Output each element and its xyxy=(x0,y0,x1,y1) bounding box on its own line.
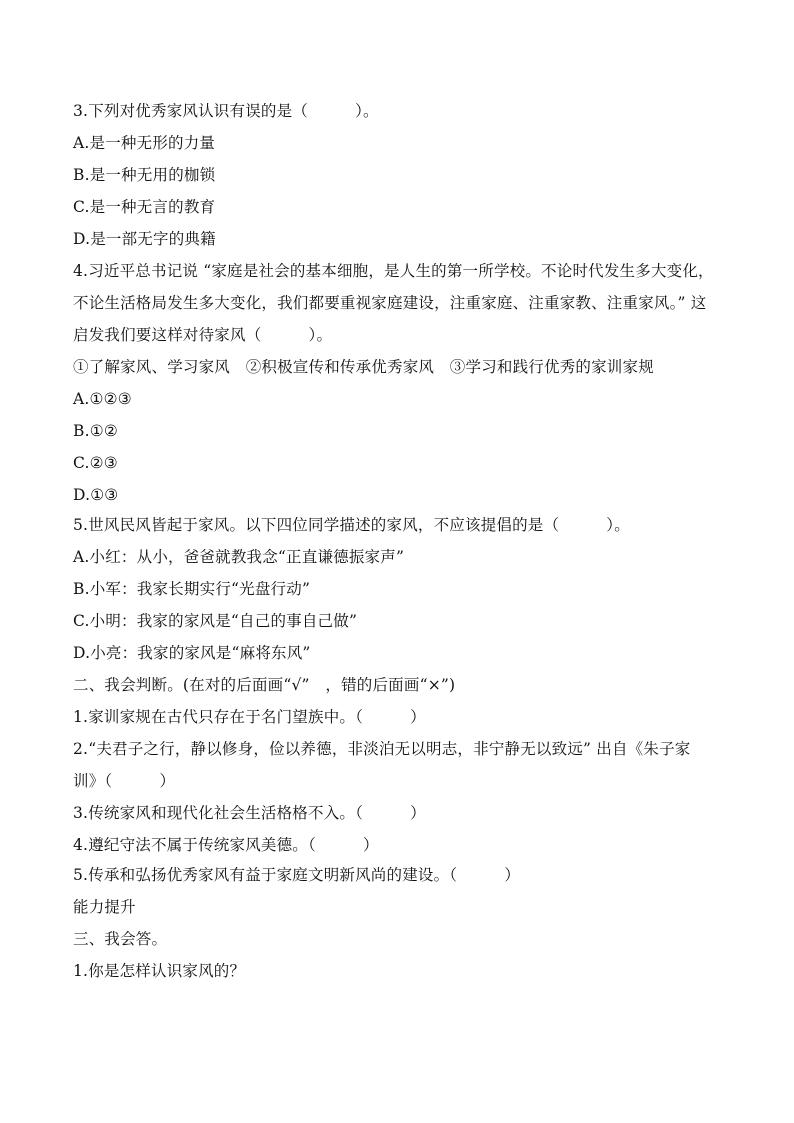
judgement-5: 5.传承和弘扬优秀家风有益于家庭文明新风尚的建设。（ ） xyxy=(73,866,521,884)
question-3-option-a: A.是一种无形的力量 xyxy=(73,134,216,152)
judgement-2-line-1: 2.“夫君子之行，静以修身，俭以养德，非淡泊无以明志，非宁静无以致远” 出自《朱子家 xyxy=(73,740,691,758)
judgement-4: 4.遵纪守法不属于传统家风美德。（ ） xyxy=(73,836,379,854)
question-4-option-d: D.①③ xyxy=(73,486,119,504)
question-5-option-d: D.小亮：我家的家风是“麻将东风” xyxy=(73,644,311,662)
part-3-heading: 三、我会答。 xyxy=(73,930,168,948)
question-5-option-b: B.小军：我家长期实行“光盘行动” xyxy=(73,580,311,598)
question-3-stem: 3.下列对优秀家风认识有误的是（ ）。 xyxy=(73,102,379,120)
question-4-items: ①了解家风、学习家风 ②积极宣传和传承优秀家风 ③学习和践行优秀的家训家规 xyxy=(73,358,654,376)
question-3-option-c: C.是一种无言的教育 xyxy=(73,198,216,216)
question-4-stem-line-2: 不论生活格局发生多大变化，我们都要重视家庭建设，注重家庭、注重家教、注重家风。” 这 xyxy=(73,294,707,312)
question-4-option-b: B.①② xyxy=(73,422,118,440)
question-4-option-a: A.①②③ xyxy=(73,390,132,408)
question-3-option-d: D.是一部无字的典籍 xyxy=(73,230,216,248)
question-5-stem: 5.世风民风皆起于家风。以下四位同学描述的家风，不应该提倡的是（ ）。 xyxy=(73,516,630,534)
part-2-heading: 二、我会判断。(在对的后面画“√” ，错的后面画“×”) xyxy=(73,676,456,694)
question-4-stem-line-3: 启发我们要这样对待家风（ ）。 xyxy=(73,326,333,344)
ability-heading: 能力提升 xyxy=(73,898,136,916)
question-3-option-b: B.是一种无用的枷锁 xyxy=(73,166,216,184)
judgement-3: 3.传统家风和现代化社会生活格格不入。（ ） xyxy=(73,804,426,822)
question-5-option-a: A.小红：从小，爸爸就教我念“正直谦德振家声” xyxy=(73,548,405,566)
question-4-stem-line-1: 4.习近平总书记说 “家庭是社会的基本细胞，是人生的第一所学校。不论时代发生多大变化， xyxy=(73,262,714,280)
judgement-2-line-2: 训》（ ） xyxy=(73,772,176,790)
question-5-option-c: C.小明：我家的家风是“自己的事自己做” xyxy=(73,612,358,630)
answer-question-1: 1.你是怎样认识家风的？ xyxy=(73,962,246,980)
judgement-1: 1.家训家规在古代只存在于名门望族中。（ ） xyxy=(73,708,426,726)
question-4-option-c: C.②③ xyxy=(73,454,118,472)
